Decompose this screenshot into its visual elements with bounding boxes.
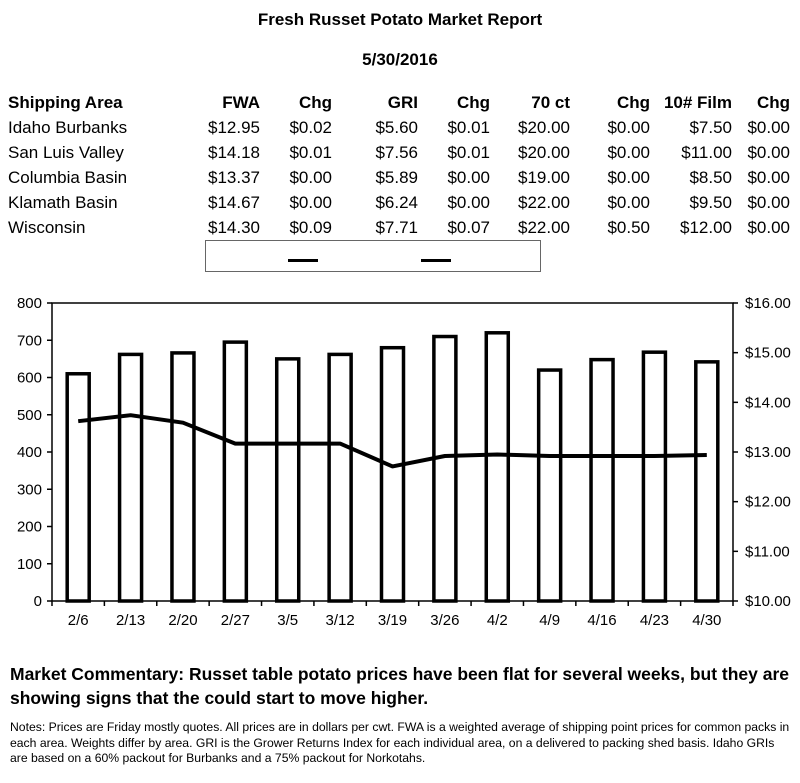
cell-area: San Luis Valley	[8, 143, 124, 162]
x-tick-label: 3/19	[377, 612, 408, 629]
cell-gri: $5.60	[375, 118, 418, 137]
header-fwa-chg: Chg	[298, 93, 332, 112]
cell-10-film: $9.50	[689, 193, 732, 212]
x-tick-label: 2/20	[168, 612, 198, 629]
cell-10-film-chg: $0.00	[747, 193, 790, 212]
cell-10-film: $11.00	[681, 143, 732, 162]
y-left-tick-label: 0	[33, 593, 42, 610]
y-left-tick-label: 300	[16, 481, 42, 499]
x-tick-label: 4/23	[639, 612, 670, 629]
x-tick-label: 2/13	[115, 612, 146, 629]
cell-gri-chg: $0.07	[447, 218, 490, 237]
bar	[120, 354, 142, 601]
cell-area: Wisconsin	[8, 218, 86, 237]
bar	[696, 362, 718, 601]
y-right-tick-label: $10.00	[745, 593, 791, 610]
cell-area: Klamath Basin	[8, 193, 118, 212]
cell-fwa-chg: $0.00	[289, 193, 332, 212]
cell-10-film-chg: $0.00	[747, 218, 790, 237]
header-gri: GRI	[387, 93, 418, 112]
cell-70ct-chg: $0.00	[607, 143, 650, 162]
y-right-tick-label: $11.00	[745, 543, 790, 561]
table-row	[8, 115, 790, 140]
x-tick-label: 4/16	[587, 612, 617, 629]
cell-70ct-chg: $0.00	[607, 118, 650, 137]
cell-fwa: $13.37	[208, 168, 260, 187]
cell-gri: $5.89	[375, 168, 418, 187]
chart-legend	[205, 240, 541, 272]
table-row	[8, 190, 790, 215]
bar	[381, 348, 403, 601]
bar	[643, 352, 665, 601]
bar	[591, 360, 613, 601]
bar	[329, 354, 351, 601]
header-shipping-area: Shipping Area	[8, 93, 123, 112]
y-right-tick-label: $15.00	[745, 344, 791, 362]
report-date: 5/30/2016	[362, 50, 438, 69]
cell-gri-chg: $0.00	[447, 168, 490, 187]
y-right-tick-label: $16.00	[745, 295, 791, 312]
bar	[172, 353, 194, 601]
cell-70ct: $20.00	[518, 143, 570, 162]
table-row	[8, 165, 790, 190]
header-70ct: 70 ct	[531, 93, 570, 112]
y-left-tick-label: 500	[16, 406, 42, 424]
chart-plot	[0, 285, 800, 640]
cell-fwa: $14.18	[208, 143, 260, 162]
cell-area: Idaho Burbanks	[8, 118, 128, 137]
cell-gri: $7.71	[375, 218, 418, 237]
cell-10-film: $12.00	[680, 218, 732, 237]
y-left-tick-label: 600	[16, 369, 42, 387]
legend-swatch-bars	[288, 259, 318, 262]
x-tick-label: 3/12	[325, 612, 355, 629]
bar	[486, 333, 508, 601]
cell-70ct: $19.00	[518, 168, 570, 187]
cell-10-film-chg: $0.00	[747, 143, 790, 162]
cell-fwa: $14.67	[208, 193, 260, 212]
report-notes: Notes: Prices are Friday mostly quotes. All prices are in dollars per cwt. FWA is a weighted average of shipping point prices for common packs in each area. Weights differ by area. GRI is the Grower Returns Index for each individual area, on a delivered to packing shed basis. Idaho GRIs are based on a 60% packout for Burbanks and a 75% packout for Norkotahs.	[10, 720, 790, 765]
bar	[434, 337, 456, 601]
header-70ct-chg: Chg	[616, 93, 650, 112]
cell-fwa-chg: $0.09	[289, 218, 332, 237]
cell-70ct-chg: $0.00	[607, 193, 650, 212]
cell-70ct: $22.00	[518, 193, 570, 212]
y-left-tick-label: 400	[16, 444, 42, 461]
table-row	[8, 215, 790, 240]
cell-fwa: $14.30	[208, 218, 260, 237]
x-tick-label: 2/27	[220, 612, 250, 629]
y-right-tick-label: $14.00	[745, 394, 791, 412]
market-commentary: Market Commentary: Russet table potato prices have been flat for several weeks, but they are showing signs that the could start to move higher.	[10, 664, 790, 708]
cell-10-film-chg: $0.00	[747, 168, 790, 187]
cell-10-film-chg: $0.00	[747, 118, 790, 137]
bar	[67, 374, 89, 601]
cell-fwa: $12.95	[208, 118, 260, 137]
cell-70ct: $22.00	[518, 218, 570, 237]
bar	[277, 359, 299, 601]
bar	[224, 342, 246, 601]
cell-70ct-chg: $0.50	[607, 218, 650, 237]
header-10-film: 10# Film	[663, 93, 732, 112]
table-header-row	[8, 90, 790, 115]
cell-fwa-chg: $0.02	[289, 118, 332, 137]
table-row	[8, 140, 790, 165]
cell-area: Columbia Basin	[8, 168, 128, 187]
x-tick-label: 3/5	[277, 612, 299, 629]
bar	[539, 370, 561, 601]
x-tick-label: 4/2	[486, 612, 508, 629]
report-title: Fresh Russet Potato Market Report	[257, 10, 543, 29]
y-left-tick-label: 800	[16, 295, 42, 312]
y-left-tick-label: 700	[16, 332, 42, 350]
cell-10-film: $7.50	[689, 118, 732, 137]
cell-70ct: $20.00	[518, 118, 570, 137]
y-left-tick-label: 100	[16, 555, 42, 573]
cell-gri: $6.24	[375, 193, 418, 212]
cell-70ct-chg: $0.00	[607, 168, 650, 187]
cell-fwa-chg: $0.00	[289, 168, 332, 187]
cell-fwa-chg: $0.01	[289, 143, 332, 162]
cell-gri-chg: $0.00	[447, 193, 490, 212]
y-left-tick-label: 200	[16, 518, 42, 536]
header-fwa: FWA	[222, 93, 260, 112]
price-table	[8, 90, 790, 240]
cell-gri-chg: $0.01	[447, 118, 490, 137]
x-tick-label: 3/26	[430, 612, 460, 629]
header-gri-chg: Chg	[456, 93, 490, 112]
y-right-tick-label: $13.00	[745, 444, 791, 461]
header-10-film-chg: Chg	[756, 93, 790, 112]
x-tick-label: 4/30	[692, 612, 722, 629]
legend-swatch-line	[421, 259, 451, 262]
cell-gri-chg: $0.01	[447, 143, 490, 162]
x-tick-label: 2/6	[67, 612, 89, 629]
y-right-tick-label: $12.00	[745, 493, 791, 511]
cell-10-film: $8.50	[689, 168, 732, 187]
cell-gri: $7.56	[375, 143, 418, 162]
x-tick-label: 4/9	[539, 612, 561, 629]
